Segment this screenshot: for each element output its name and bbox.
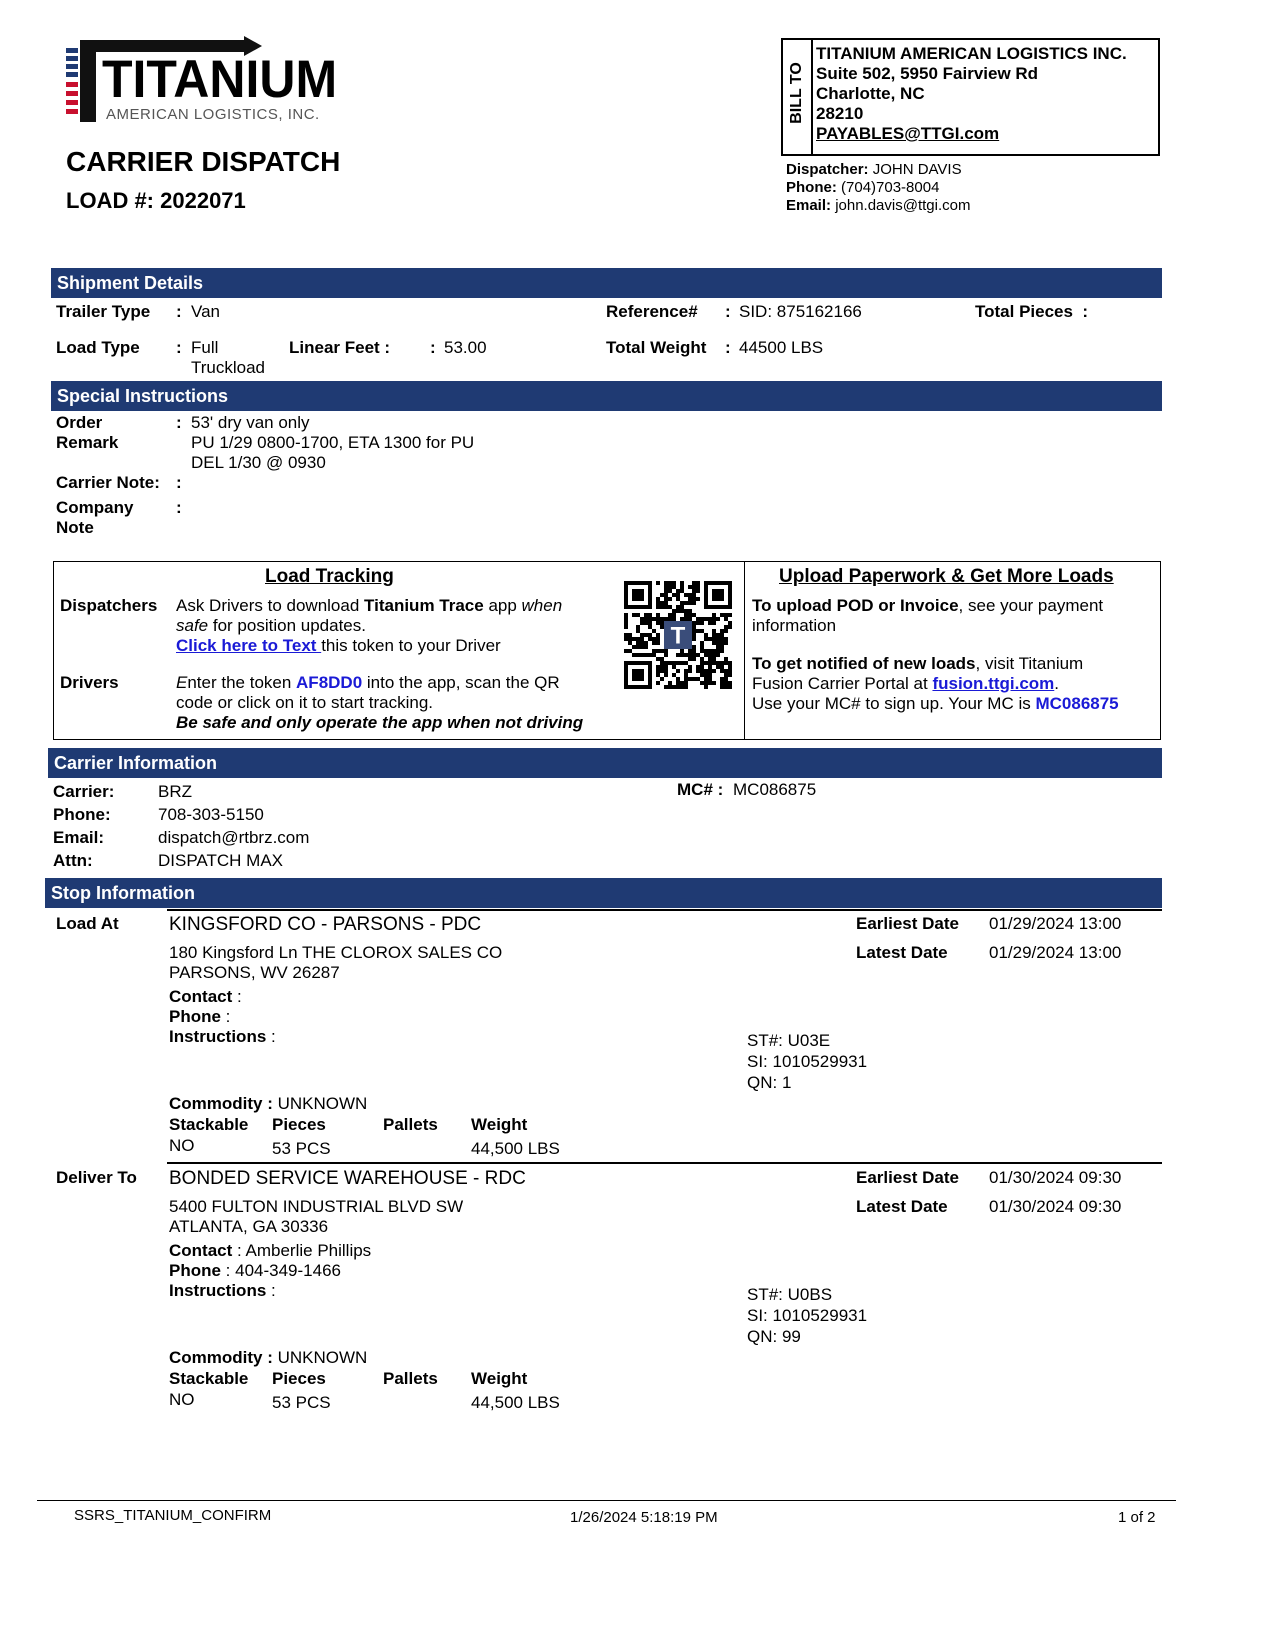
latest-date: 01/29/2024 13:00 [989, 943, 1122, 962]
dispatchers-text-2: app [483, 596, 522, 615]
stop-instructions-label: Instructions [169, 1027, 267, 1046]
drivers-e: E [176, 673, 188, 692]
upload-text-3: , visit Titanium [975, 654, 1084, 673]
company-note-label-2: Note [56, 518, 94, 537]
stop-phone-value: : 404-349-1466 [220, 1261, 341, 1280]
stop-instructions-value: : [266, 1281, 276, 1300]
drivers-text [176, 673, 616, 733]
footer-rule [37, 1500, 1176, 1501]
dispatcher-phone-row [786, 179, 970, 197]
stop-load-at [0, 908, 1275, 1158]
linear-feet-value: 53.00 [444, 338, 487, 357]
bill-to-tab [783, 40, 813, 154]
carrier-mc-label: MC# : [677, 780, 724, 799]
trace-app-name: Titanium Trace [364, 596, 484, 615]
special-instructions-header: Special Instructions [51, 381, 1162, 411]
earliest-date: 01/29/2024 13:00 [989, 914, 1122, 933]
tracking-token: AF8DD0 [296, 673, 363, 692]
pieces-header: Pieces [272, 1115, 326, 1134]
stop-instructions-label: Instructions [169, 1281, 267, 1300]
upload-text [752, 596, 1157, 714]
stop-st-number: ST#: U03E [747, 1031, 831, 1050]
stop-instructions [169, 1027, 276, 1047]
carrier-email-label: Email: [53, 828, 105, 847]
drivers-label: Drivers [60, 673, 119, 692]
stop-phone [169, 1261, 371, 1281]
stop-address-line-1: 180 Kingsford Ln THE CLOROX SALES CO [169, 943, 503, 962]
load-type-line-1: Full [191, 338, 219, 357]
dispatcher-phone-label: Phone: [786, 179, 837, 196]
bill-to-box [781, 38, 1160, 156]
dispatchers-text [176, 596, 616, 656]
order-remark-label-1: Order [56, 413, 103, 432]
footer-print-date: 1/26/2024 5:18:19 PM [570, 1509, 718, 1526]
upload-paperwork-title: Upload Paperwork & Get More Loads [779, 566, 1114, 587]
carrier-email: dispatch@rtbrz.com [158, 828, 310, 847]
drivers-text-3: code or click on it to start tracking. [176, 693, 433, 712]
remark-line: 53' dry van only [191, 413, 310, 432]
stop-address [169, 943, 502, 983]
stop-contact-block [169, 1241, 371, 1301]
remark-line: DEL 1/30 @ 0930 [191, 453, 326, 472]
stop-phone-label: Phone [169, 1261, 221, 1280]
stop-contact-label: Contact [169, 987, 233, 1006]
svg-text:T: T [670, 622, 686, 650]
latest-date-label: Latest Date [856, 1197, 948, 1216]
footer-page-number: 1 of 2 [1118, 1509, 1156, 1526]
weight-header: Weight [471, 1369, 528, 1388]
earliest-date-label: Earliest Date [856, 914, 959, 933]
carrier-attn-label: Attn: [53, 851, 93, 870]
fusion-portal-link[interactable]: fusion.ttgi.com [932, 674, 1055, 693]
weight-value: 44,500 LBS [471, 1139, 560, 1158]
dispatcher-email-label: Email: [786, 197, 832, 214]
dispatcher-email-row [786, 197, 970, 215]
stop-contact [169, 1241, 371, 1261]
commodity-value: UNKNOWN [272, 1348, 368, 1367]
bill-to-zip: 28210 [816, 104, 864, 123]
commodity-value: UNKNOWN [272, 1094, 368, 1113]
trailer-type-value: Van [191, 302, 220, 321]
tracking-divider [744, 562, 745, 739]
stop-commodity [169, 1348, 367, 1368]
carrier-note-label: Carrier Note: [56, 473, 160, 492]
stop-address [169, 1197, 463, 1237]
dispatcher-row [786, 161, 970, 179]
stop-type: Load At [56, 914, 119, 933]
carrier-note-colon: : [176, 473, 182, 492]
bill-to-details [816, 44, 1127, 144]
dispatchers-text-1: Ask Drivers to download [176, 596, 365, 615]
load-tracking-title: Load Tracking [265, 566, 394, 587]
carrier-labels [53, 780, 114, 872]
bill-to-email-link[interactable]: PAYABLES@TTGI.com [816, 124, 1000, 143]
stop-address-line-2: PARSONS, WV 26287 [169, 963, 340, 982]
dispatchers-text-4: this token to your Driver [321, 636, 501, 655]
company-note-colon: : [176, 498, 182, 517]
stop-address-line-2: ATLANTA, GA 30336 [169, 1217, 329, 1236]
logo-subtitle: AMERICAN LOGISTICS, INC. [106, 106, 320, 123]
carrier-mc-value: MC086875 [733, 780, 817, 799]
pieces-header: Pieces [272, 1369, 326, 1388]
load-type-colon: : [176, 338, 182, 357]
stop-deliver-to [0, 1162, 1275, 1412]
trailer-type-label: Trailer Type [56, 302, 151, 321]
bill-to-name: TITANIUM AMERICAN LOGISTICS INC. [816, 44, 1127, 63]
carrier-name-label: Carrier: [53, 782, 115, 801]
upload-bold-1: To upload POD or Invoice [752, 596, 959, 615]
stop-contact-value: : Amberlie Phillips [232, 1241, 372, 1260]
carrier-phone: 708-303-5150 [158, 805, 264, 824]
dispatcher-label: Dispatcher: [786, 161, 869, 178]
stop-si-number: SI: 1010529931 [747, 1306, 868, 1325]
dispatchers-when: when [521, 596, 563, 615]
upload-text-5: Use your MC# to sign up. Your MC is [752, 694, 1036, 713]
qr-code-icon [624, 581, 732, 689]
reference-value: SID: 875162166 [739, 302, 862, 321]
stop-contact-block [169, 987, 276, 1047]
pallets-header: Pallets [383, 1115, 438, 1134]
stop-instructions-value: : [266, 1027, 276, 1046]
stop-phone-value: : [220, 1007, 231, 1026]
carrier-attn: DISPATCH MAX [158, 851, 283, 870]
stop-qn-number: QN: 1 [747, 1073, 792, 1092]
upload-mc-number: MC086875 [1035, 694, 1119, 713]
total-weight-value: 44500 LBS [739, 338, 824, 357]
order-remark-lines [191, 413, 474, 473]
dispatchers-text-3: for position updates. [208, 616, 366, 635]
bill-to-street: Suite 502, 5950 Fairview Rd [816, 64, 1039, 83]
company-note-label-1: Company [56, 498, 134, 517]
stop-information-header: Stop Information [45, 878, 1162, 908]
weight-header: Weight [471, 1115, 528, 1134]
weight-value: 44,500 LBS [471, 1393, 560, 1412]
stop-top-rule [167, 1162, 1162, 1164]
upload-dot: . [1054, 674, 1060, 693]
company-note-label [56, 498, 133, 538]
company-logo [66, 36, 348, 128]
stackable-header: Stackable [169, 1369, 249, 1388]
drivers-warning: Be safe and only operate the app when not driving [176, 713, 584, 732]
earliest-date: 01/30/2024 09:30 [989, 1168, 1122, 1187]
tracking-qr-code[interactable] [624, 581, 732, 689]
stackable-value: NO [169, 1390, 195, 1409]
linear-feet-colon: : [430, 338, 436, 357]
stop-facility-name: BONDED SERVICE WAREHOUSE - RDC [169, 1168, 526, 1189]
stop-contact-label: Contact [169, 1241, 233, 1260]
dispatchers-label: Dispatchers [60, 596, 158, 615]
drivers-text-1: nter the token [187, 673, 297, 692]
shipment-details-header: Shipment Details [51, 268, 1162, 298]
trailer-type-colon: : [176, 302, 182, 321]
drivers-text-2: into the app, scan the QR [362, 673, 560, 692]
order-remark-colon: : [176, 413, 182, 432]
reference-label: Reference# [606, 302, 698, 321]
dispatcher-phone: (704)703-8004 [841, 179, 940, 196]
stop-st-number: ST#: U0BS [747, 1285, 833, 1304]
dispatcher-info [786, 161, 970, 215]
pieces-value: 53 PCS [272, 1139, 331, 1158]
stop-contact [169, 987, 276, 1007]
stop-qn-number: QN: 99 [747, 1327, 801, 1346]
stop-phone [169, 1007, 276, 1027]
order-remark-label [56, 413, 118, 453]
upload-text-1: , see your payment [958, 596, 1104, 615]
commodity-label: Commodity : [169, 1094, 273, 1113]
load-number-value: 2022071 [160, 188, 246, 213]
remark-line: PU 1/29 0800-1700, ETA 1300 for PU [191, 433, 475, 452]
stop-si-number: SI: 1010529931 [747, 1052, 868, 1071]
document-title: CARRIER DISPATCH [66, 146, 341, 177]
commodity-label: Commodity : [169, 1348, 273, 1367]
bill-to-city: Charlotte, NC [816, 84, 925, 103]
load-type-label: Load Type [56, 338, 140, 357]
text-token-link[interactable]: Click here to Text [176, 636, 322, 655]
carrier-phone-label: Phone: [53, 805, 111, 824]
stop-commodity [169, 1094, 367, 1114]
carrier-name: BRZ [158, 782, 192, 801]
logo-wordmark: TITANIUM [102, 49, 338, 109]
load-type-line-2: Truckload [191, 358, 266, 377]
dispatchers-safe: safe [176, 616, 209, 635]
stop-facility-name: KINGSFORD CO - PARSONS - PDC [169, 914, 482, 935]
stop-address-line-1: 5400 FULTON INDUSTRIAL BLVD SW [169, 1197, 464, 1216]
reference-colon: : [725, 302, 731, 321]
earliest-date-label: Earliest Date [856, 1168, 959, 1187]
stop-contact-value: : [232, 987, 242, 1006]
latest-date: 01/30/2024 09:30 [989, 1197, 1122, 1216]
upload-text-2: information [752, 616, 837, 635]
stop-phone-label: Phone [169, 1007, 221, 1026]
stop-refs [747, 1284, 867, 1347]
carrier-values [158, 780, 309, 872]
order-remark-label-2: Remark [56, 433, 119, 452]
stop-type: Deliver To [56, 1168, 137, 1187]
stop-instructions [169, 1281, 371, 1301]
load-type-value [191, 338, 265, 378]
dispatcher-email: john.davis@ttgi.com [835, 197, 971, 214]
upload-text-4: Fusion Carrier Portal at [752, 674, 933, 693]
stop-refs [747, 1030, 867, 1093]
dispatcher-name: JOHN DAVIS [872, 161, 962, 178]
upload-bold-2: To get notified of new loads [752, 654, 976, 673]
carrier-information-header: Carrier Information [48, 748, 1162, 778]
pallets-header: Pallets [383, 1369, 438, 1388]
linear-feet-label: Linear Feet : [289, 338, 391, 357]
total-weight-colon: : [725, 338, 731, 357]
stackable-value: NO [169, 1136, 195, 1155]
pieces-value: 53 PCS [272, 1393, 331, 1412]
footer-report-name: SSRS_TITANIUM_CONFIRM [74, 1507, 272, 1524]
load-number [66, 188, 246, 214]
stackable-header: Stackable [169, 1115, 249, 1134]
stop-top-rule [167, 909, 1162, 911]
bill-to-label: BILL TO [788, 62, 805, 124]
total-pieces-label: Total Pieces : [975, 302, 1089, 321]
load-number-label: LOAD #: [66, 188, 154, 213]
latest-date-label: Latest Date [856, 943, 948, 962]
total-weight-label: Total Weight [606, 338, 707, 357]
